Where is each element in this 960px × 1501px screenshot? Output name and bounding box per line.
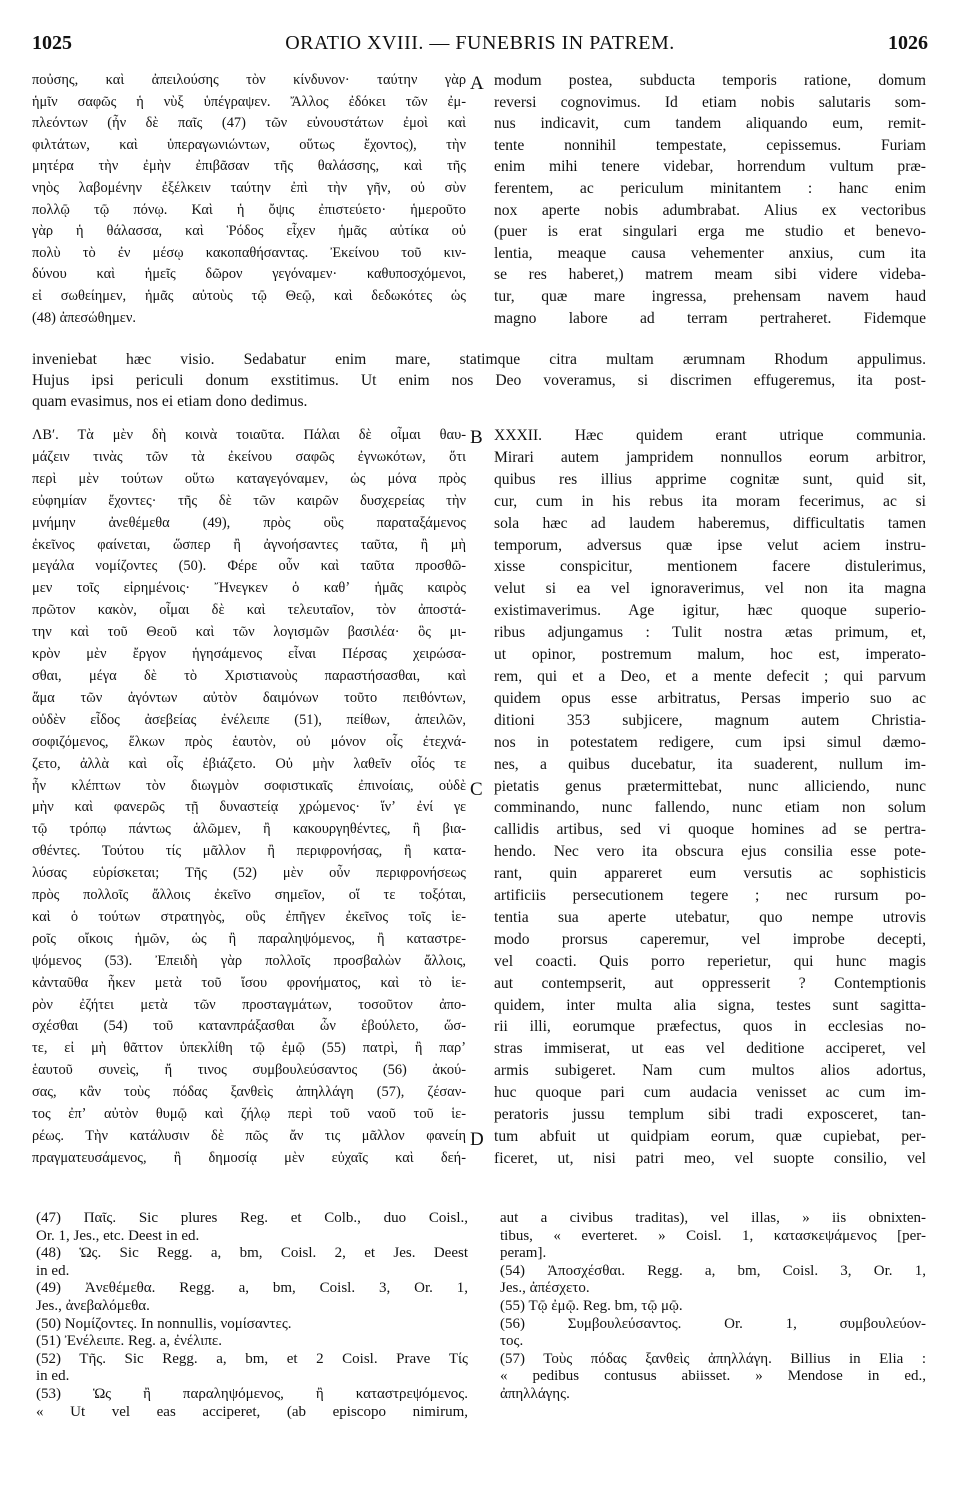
latin-text-line: nox aperte nobis adumbrabat. Alius ex vectoribus [494, 201, 926, 219]
greek-text-line: ΛΒʹ. Τὰ μὲν δὴ κοινὰ τοιαῦτα. Πάλαι δὲ οἶμαι θαυ- [32, 427, 466, 443]
footnote-line: τος. [500, 1333, 524, 1350]
latin-text-line: cur, cum in his rebus ita moram fecerimus, ac si [494, 492, 926, 510]
latin-text-line: Hujus ipsi periculi donum exstitimus. Ut enim nos Deo voveramus, si discrimen effugeremus, ita post- [32, 371, 926, 389]
greek-text-line: σας, κἂν τοὺς πόδας ξανθεὶς ἀπηλλάγη (57), ζέσαν- [32, 1084, 466, 1101]
greek-text-line: σοφιζόμενος, ἕλκων πρὸς ἑαυτὸν, οὐ μόνον οἷς ἐτεχνά- [32, 733, 466, 750]
footnote-line: (56) Συμβουλεύσαντος. Or. 1, συμβουλεύον- [500, 1315, 926, 1332]
greek-text-line: ρέως. Τὴν κατάλυσιν δὲ πῶς ἄν τις μᾶλλον φανείη [32, 1128, 466, 1144]
latin-text-line: ficeret, ut, nisi patri meo, vel suopte consilio, vel [494, 1149, 926, 1167]
latin-text-line: comminando, nunc fallendo, nunc etiam non solum [494, 799, 926, 817]
latin-text-line: inveniebat hæc visio. Sedabatur enim mare, statimque citra multam ærumnam Rhodum appulimus. [32, 351, 926, 368]
greek-text-line: ἅμα τῶν ἀγόντων αὐτὸν δαιμόνων τοῦτο πειθόντων, [32, 689, 466, 706]
latin-text-line: rant, quin appareret eum versutis ac sophisticis [494, 865, 926, 883]
footnote-line: aut a civibus traditas), vel illas, » iis obnixten- [500, 1210, 926, 1226]
page-number-right: 1026 [888, 32, 928, 54]
greek-text-line: εὐφημίαν ἔχοντες· τῆς δὲ τῶν καιρῶν δυσχερείας τὴν [32, 492, 466, 509]
latin-text-line: lentia, meaque causa vehementer anxius, cum ita [494, 244, 926, 262]
latin-text-line: sola hæc ad laudem haberemus, difficultatis tamen [494, 514, 926, 532]
latin-text-line: tum abfuit ut quidpiam eorum, quæ cupiebat, per- [494, 1128, 926, 1145]
latin-column-top [494, 70, 926, 329]
greek-text-line: ἑαυτοῦ συνεὶς, ἤ τινος συμβουλεύσαντος (56) ἀκού- [32, 1062, 466, 1079]
latin-text-line: reversi cognovimus. Id etiam nobis salutaris som- [494, 93, 926, 111]
footnote-line: ἀπηλλάγης. [500, 1385, 570, 1402]
footnotes-left [36, 1210, 468, 1421]
greek-text-line: τε, εἰ μὴ θᾶττον ὑπεκλίθη τῷ ἐμῷ (55) πατρὶ, ἢ παρʼ [32, 1040, 466, 1057]
latin-text-line: huc quoque pari cum audacia venisset ac cum im- [494, 1084, 926, 1102]
running-title: ORATIO XVIII. — FUNEBRIS IN PATREM. [285, 32, 675, 54]
footnote-line: Jes., ἀπέσχετο. [500, 1280, 590, 1297]
latin-text-line: XXXII. Hæc quidem erant utrique communia. [494, 427, 926, 444]
greek-text-line: μὴν καὶ φανερῶς τῇ δυναστείᾳ χρώμενος· ἵνʼ ἐνί γε [32, 799, 466, 816]
margin-marker-a: A [470, 73, 484, 94]
greek-text-line: οὐδὲν εἶδος ἀσεβείας ἐνέλειπε (51), πείθων, ἀπειλῶν, [32, 711, 466, 728]
latin-text-line: Mirari autem jampridem nonnullos eorum arbitror, [494, 448, 926, 466]
latin-text-line: tur, quæ mare ingressa, prehensam navem haud [494, 287, 926, 305]
latin-text-line: artificiis persecutionem tegere ; nec rursum po- [494, 887, 926, 905]
footnote-line: « Ut vel eas acciperet, (ab episcopo nimirum, [36, 1403, 468, 1420]
latin-text-line: existimaverimus. Age igitur, hæc quoque superio- [494, 602, 926, 620]
greek-text-line: πολὺ τὸ ἐν μέσῳ κακοπαθήσαντας. Ἐκείνου τοῦ κιν- [32, 244, 466, 261]
latin-text-line: quam evasimus, nos ei etiam dono dedimus. [32, 392, 308, 410]
latin-text-line: ferentem, ac periculum minitantem : hanc enim [494, 179, 926, 197]
greek-text-line: περὶ μὲν τούτων οὕτω καταγεγόναμεν, ὡς μόνα πρὸς [32, 470, 466, 487]
greek-text-line: ποὐσης, καὶ ἀπειλούσης τὸν κίνδυνον· ταύτην γὰρ [32, 72, 466, 88]
latin-text-line: nes, a quibus ducebatur, ita suaderent, nullum im- [494, 755, 926, 773]
latin-text-line: vel coacti. Quis porro reperietur, qui hunc magis [494, 952, 926, 970]
latin-text-line: quidem, inter multa alia signa, testes sunt sagitta- [494, 996, 926, 1014]
greek-text-line: πρῶτον κακὸν, οἶμαι δὲ καὶ τελευταῖον, τὸν ἀποστά- [32, 602, 466, 619]
footnote-line: (53) Ὡς ἢ παραληψόμενος, ἢ καταστρεψόμενος. [36, 1385, 468, 1402]
greek-text-line: πραγματευσάμενος, ἢ δημοσίᾳ μὲν εὐχαῖς καὶ δεή- [32, 1149, 466, 1166]
footnote-line: (48) Ὡς. Sic Regg. a, bm, Coisl. 2, et Jes. Deest [36, 1245, 468, 1262]
greek-text-line: την καὶ τοῦ Θεοῦ καὶ τῶν λογισμῶν βασιλέα· ὃς μι- [32, 624, 466, 641]
page-number-left: 1025 [32, 32, 72, 54]
greek-text-line: φιλτάτων, καὶ ὑπεραγωνιώντων, οὕτως ἔχοντος), τὴν [32, 136, 466, 153]
footnote-line: (54) Ἀποσχέσθαι. Regg. a, bm, Coisl. 3, Or. 1, [500, 1262, 926, 1279]
latin-text-line: modo prorsus caperemur, vel improbe decepti, [494, 930, 926, 948]
page-header [32, 32, 928, 60]
latin-text-line: rem, qui et a Deo, et a mente defecit ; qui parvum [494, 667, 926, 685]
latin-column-main [494, 425, 926, 1170]
greek-text-line: δύνου καὶ ἡμεῖς δῶρον γεγόναμεν· καθυποσχόμενοι, [32, 266, 466, 283]
latin-text-line: modum postea, subducta temporis ratione, domum [494, 72, 926, 89]
footnote-line: Jes., ἀνεβαλόμεθα. [36, 1297, 150, 1314]
greek-text-line: τῷ τρόπῳ πάντως ἁλῶμεν, ἢ κακουργηθέντες, ἢ βια- [32, 821, 466, 838]
latin-text-line: temporum, adversus quæ ipse velut aciem instru- [494, 536, 926, 554]
greek-text-line: πλεόντων (ἦν δὲ παῖς (47) τῶν εὐνουστάτων ἐμοὶ καὶ [32, 115, 466, 132]
greek-text-line: ζετο, ἀλλὰ καὶ οἷς ἐβιάζετο. Οὐ μὴν λαθεῖν οἷός τε [32, 755, 466, 772]
latin-text-line: hendo. Nec vero ita obscura ejus consilia esse pote- [494, 843, 926, 861]
footnotes-right [500, 1210, 926, 1404]
greek-text-line: εἰ σωθείημεν, ἡμᾶς αὐτοὺς τῷ Θεῷ, καὶ δεδωκότες ὡς [32, 287, 466, 304]
latin-text-line: armis subigeret. Nam cum multos alios adortus, [494, 1062, 926, 1080]
margin-marker-d: D [470, 1129, 484, 1150]
latin-text-line: tente nonnihil tempestate, cepissemus. Furiam [494, 136, 926, 154]
footnote-line: tibus, « everteret. » Coisl. 1, κατασκεψάμενος [per- [500, 1227, 926, 1244]
footnote-line: (51) Ἐνέλειπε. Reg. a, ἐνέλιπε. [36, 1333, 222, 1350]
footnote-line: (57) Τοὺς πόδας ξανθεὶς ἀπηλλάγη. Billius in Elia : [500, 1350, 926, 1367]
greek-text-line: νηὸς λαβομένην ἐξέλκειν ταύτην ἐπὶ τὴν γῆν, οὐ σὺν [32, 179, 466, 196]
latin-text-line: nus indicavit, cum tandem aliquando eum, remit- [494, 115, 926, 133]
greek-text-line: πολλῷ τῷ πόνῳ. Καὶ ἡ ὄψις ἐπιστεύετο· ἡμεροῦτο [32, 201, 466, 218]
latin-text-line: callidis artibus, sed vi quoque homines ad se pertra- [494, 821, 926, 839]
latin-text-line: velut si ea vel ignoraverimus, vel non ita magna [494, 580, 926, 598]
latin-text-line: quibus res illius apprime cognitæ sunt, quid sit, [494, 470, 926, 488]
greek-text-line: μεγάλα νομίζοντες (50). Φέρε οὖν καὶ ταῦτα προσθῶ- [32, 558, 466, 575]
greek-text-line: ροῖς οἴκοις ἡμῶν, ὡς ἢ παραληψόμενος, ἢ καταστρε- [32, 930, 466, 947]
greek-text-line: ἡμῖν σαφῶς ἡ νὺξ ὑπέγραψεν. Ἄλλος ἐδόκει τῶν ἐμ- [32, 93, 466, 110]
greek-text-line: σχέσθαι (54) τοῦ κατανπράξασθαι ὧν ἐβούλετο, ὥσ- [32, 1018, 466, 1035]
latin-text-line: ut opinor, postremum malum, hoc est, imperato- [494, 646, 926, 664]
greek-text-line: ἦν κλέπτων τὸν διωγμὸν σοφιστικαῖς ἐπινοίαις, οὐδὲ [32, 777, 466, 794]
greek-text-line: γὰρ ἡ θάλασσα, καὶ Ῥόδος εἶχεν ἡμᾶς αὐτίκα οὐ [32, 223, 466, 240]
greek-text-line: τος ἐπʼ αὐτὸν θυμῷ καὶ ζήλῳ περὶ τοῦ ναοῦ τοῦ ἱε- [32, 1106, 466, 1123]
latin-text-line: nos in potestatem redigere, cum ipsi simul dæmo- [494, 733, 926, 751]
footnote-line: in ed. [36, 1262, 70, 1279]
latin-full-width-text [32, 350, 926, 412]
latin-text-line: quidem opus esse arbitratus, Persas imperio suo ac [494, 689, 926, 707]
footnote-line: (52) Τῆς. Sic Regg. a, bm, et 2 Coisl. Prave Τίς [36, 1350, 468, 1367]
greek-text-line: ψόμενος (53). Ἐπειδὴ γὰρ πολλοῖς προσβαλὼν ἄλλοις, [32, 952, 466, 969]
latin-text-line: aut contempserit, aut oppresserit ? Contemptionis [494, 974, 926, 992]
margin-marker-c: C [470, 779, 483, 800]
greek-text-line: (48) ἀπεσώθημεν. [32, 309, 136, 326]
latin-text-line: tentia sua aperte utebatur, quo nempe utrovis [494, 908, 926, 926]
footnote-line: in ed. [36, 1368, 70, 1385]
latin-text-line: magno labore ad terram pertraheret. Fidemque [494, 309, 926, 327]
latin-text-line: pietatis genus prætermittebat, nunc alliciendo, nunc [494, 777, 926, 795]
greek-column-main [32, 425, 466, 1170]
latin-text-line: stras immiserat, ut eas vel deditione acciperet, vel [494, 1040, 926, 1058]
footnote-line: (55) Τῷ ἐμῷ. Reg. bm, τῷ μῷ. [500, 1297, 683, 1314]
greek-text-line: πρὸς πολλοῖς ἄλλοις ἐκεῖνο σημεῖον, οἵ τε τοξόται, [32, 887, 466, 904]
greek-text-line: σθέντες. Τούτου τίς μᾶλλον ἢ περιφρονήσας, ἢ κατα- [32, 843, 466, 860]
latin-text-line: xisse conspicitur, mentionem facere distulerimus, [494, 558, 926, 576]
greek-text-line: μάζειν τινὰς τῶν τὰ ἐκείνου σαφῶς ἐγνωκότων, ὅτι [32, 448, 466, 465]
greek-text-line: ἐκεῖνος φαίνεται, ὥσπερ ἢ ἀγνοήσαντες ταῦτα, ἢ μὴ [32, 536, 466, 553]
footnote-line: « pedibus contusus abiisset. » Mendose in ed., [500, 1368, 926, 1385]
greek-text-line: μεν τοῖς εἰρημένοις· Ἤνεγκεν ὁ καθʼ ἡμᾶς καιρὸς [32, 580, 466, 597]
greek-text-line: μητέρα τὴν ἐμὴν ἐπιβᾶσαν τῆς θαλάσσης, καὶ τῆς [32, 158, 466, 175]
margin-marker-b: B [470, 427, 483, 448]
greek-column-top [32, 70, 466, 329]
latin-text-line: ditioni 353 subjicere, magnum autem Christia- [494, 711, 926, 729]
greek-text-line: σθαι, μέγα δὲ τὸ Χριστιανοὺς παραστήσασθαι, καὶ [32, 667, 466, 684]
greek-text-line: λύσας εὑρίσκεται; Τῆς (52) μὲν οὖν περιφρονήσεως [32, 865, 466, 882]
latin-text-line: ribus adjungamus : Tulit nostra ætas primum, et, [494, 624, 926, 642]
footnote-line: Or. 1, Jes., etc. Deest in ed. [36, 1227, 200, 1244]
greek-text-line: κρὸν μὲν ἔργον ἡγησάμενος εἶναι Πέρσας χειρώσα- [32, 646, 466, 663]
footnote-line: peram]. [500, 1245, 547, 1262]
greek-text-line: ρὸν ἐζήτει μετὰ τῶν προσταγμάτων, τοσοῦτον ἀπο- [32, 996, 466, 1013]
footnote-line: (47) Παῖς. Sic plures Reg. et Colb., duo Coisl., [36, 1210, 468, 1226]
latin-text-line: se res haberet,) matrem meam sibi videre videba- [494, 266, 926, 284]
latin-text-line: rii illi, eorumque præfectus, quos in ecclesias no- [494, 1018, 926, 1036]
footnote-line: (50) Νομίζοντες. In nonnullis, νομίσαντες. [36, 1315, 292, 1332]
latin-text-line: peratoris jussu templum sibi tradi exposceret, tan- [494, 1106, 926, 1124]
greek-text-line: μνήμην ἀνεθέμεθα (49), πρὸς οὓς παραταξάμενος [32, 514, 466, 531]
greek-text-line: κἀνταῦθα ἧκεν μετὰ τοῦ ἴσου φρονήματος, καὶ τὸ ἱε- [32, 974, 466, 991]
footnote-line: (49) Ἀνεθέμεθα. Regg. a, bm, Coisl. 3, Or. 1, [36, 1280, 468, 1297]
greek-text-line: καὶ ὁ τούτων στρατηγὸς, οὓς ἐπῆγεν ἐκεῖνος τοῖς ἱε- [32, 908, 466, 925]
latin-text-line: (puer is erat singulari erga me studio et benevo- [494, 223, 926, 241]
latin-text-line: enim mihi tenere videbar, horrendum vultum præ- [494, 158, 926, 176]
